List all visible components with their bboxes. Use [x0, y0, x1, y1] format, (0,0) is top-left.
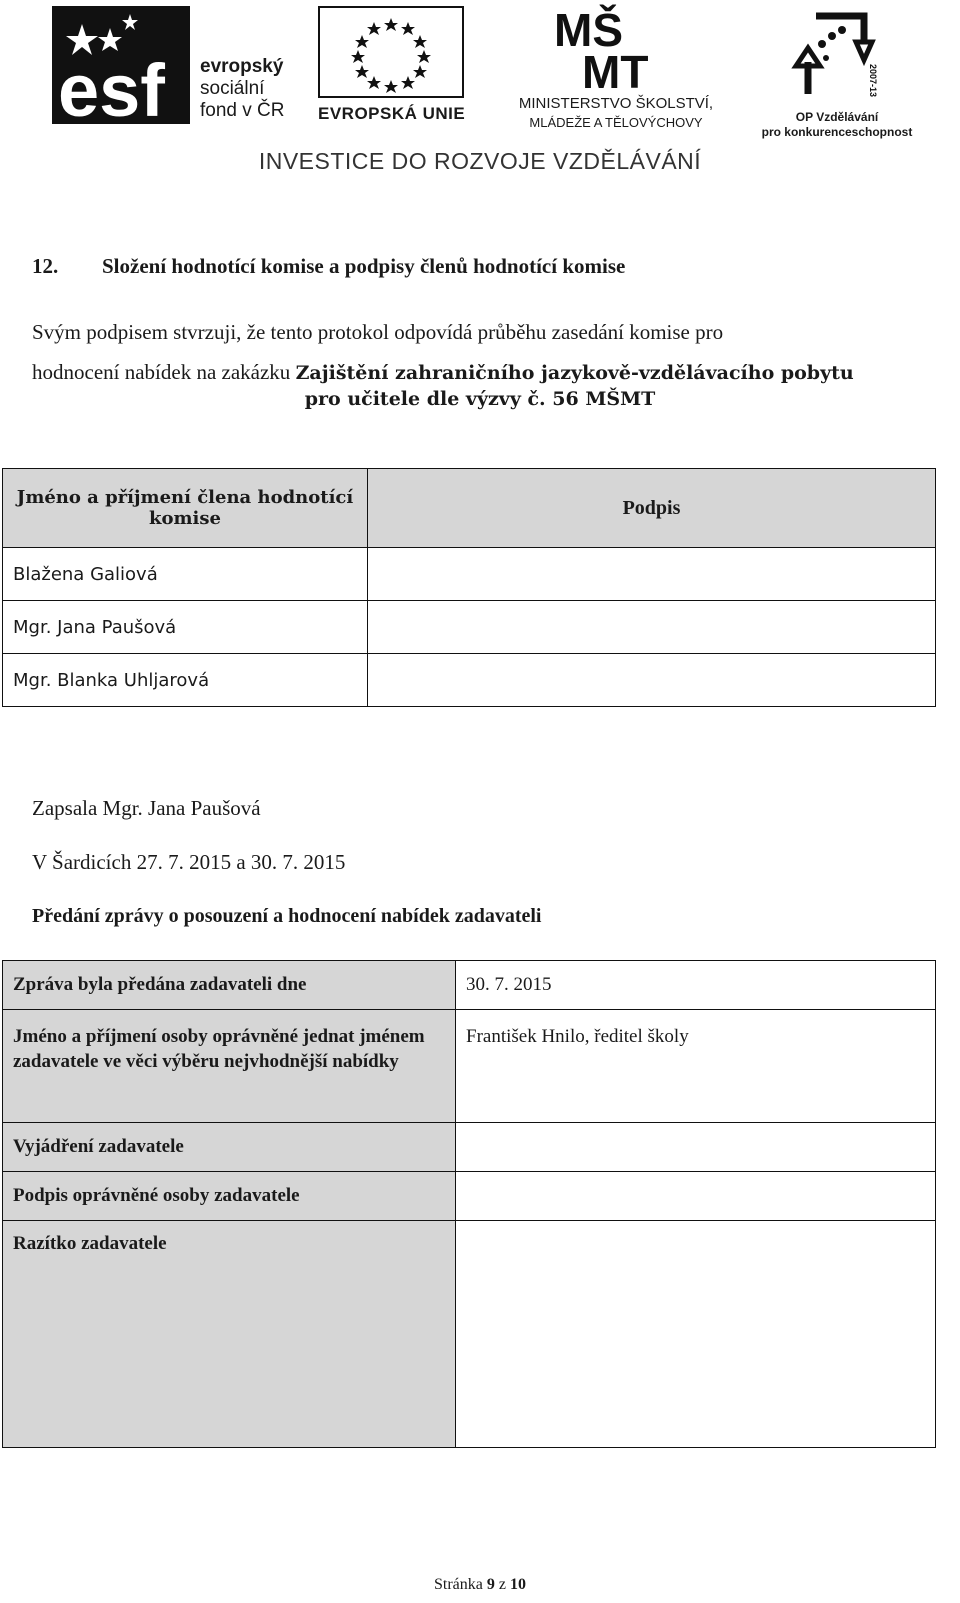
- table-row: [3, 601, 936, 654]
- op-years: 2007-13: [868, 64, 878, 98]
- msmt-logo: [552, 4, 672, 92]
- intro-line-2: [32, 360, 854, 385]
- handover-label: Jméno a příjmení osoby oprávněné jednat jménem zadavatele ve věci výběru nejvhodnější nabídky: [3, 1010, 456, 1123]
- footer-total: 10: [509, 1576, 526, 1593]
- member-signature: [368, 654, 936, 707]
- handover-value: František Hnilo, ředitel školy: [456, 1010, 936, 1123]
- svg-text:esf: esf: [58, 49, 165, 124]
- footer-sep: z: [494, 1576, 510, 1593]
- handover-value: 30. 7. 2015: [456, 961, 936, 1010]
- section-number: 12.: [32, 254, 59, 278]
- esf-caption: [200, 56, 284, 122]
- msmt-line-2: MLÁDEŽE A TĚLOVÝCHOVY: [529, 115, 703, 130]
- page-footer: [0, 1576, 960, 1594]
- intro-line-2-plain: hodnocení nabídek na zakázku: [32, 360, 296, 384]
- intro-line-1: Svým podpisem stvrzuji, že tento protokol odpovídá průběhu zasedání komise pro: [32, 320, 724, 344]
- section-title-text: Složení hodnotící komise a podpisy členů hodnotící komise: [102, 254, 626, 278]
- eu-caption: EVROPSKÁ UNIE: [318, 104, 466, 123]
- msmt-caption: [486, 94, 746, 132]
- table-row: [3, 654, 936, 707]
- member-name: Mgr. Blanka Uhljarová: [3, 654, 368, 707]
- table-row: [3, 1010, 936, 1123]
- op-caption: [752, 110, 922, 140]
- member-name: Mgr. Jana Paušová: [3, 601, 368, 654]
- handover-value: [456, 1123, 936, 1172]
- handover-value: [456, 1172, 936, 1221]
- intro-line-3: [0, 388, 960, 410]
- footer-page: 9: [486, 1576, 495, 1593]
- table-row: [3, 961, 936, 1010]
- header-member-name: Jméno a příjmení člena hodnotící komise: [3, 469, 368, 548]
- handover-table: [2, 960, 936, 1448]
- footer-prefix: Stránka: [434, 1576, 487, 1593]
- svg-text:MŠ: MŠ: [554, 4, 623, 56]
- contract-name: Zajištění zahraničního jazykově-vzdělávacího pobytu: [295, 362, 854, 384]
- contract-name-cont: pro učitele dle výzvy č. 56 MŠMT: [304, 388, 656, 410]
- svg-text:MT: MT: [582, 46, 649, 92]
- handover-label: Razítko zadavatele: [3, 1221, 456, 1448]
- esf-logo: [52, 6, 190, 124]
- member-name: Blažena Galiová: [3, 548, 368, 601]
- esf-line-2: sociální: [200, 78, 265, 99]
- commission-table: [2, 468, 936, 707]
- op-logo: [786, 4, 886, 102]
- place-date: V Šardicích 27. 7. 2015 a 30. 7. 2015: [32, 850, 346, 874]
- op-line-1: OP Vzdělávání: [795, 110, 879, 124]
- member-signature: [368, 548, 936, 601]
- eu-flag-logo: [318, 6, 464, 98]
- table-row: [3, 1221, 936, 1448]
- section-title: [32, 254, 625, 279]
- handover-label: Vyjádření zadavatele: [3, 1123, 456, 1172]
- msmt-line-1: MINISTERSTVO ŠKOLSTVÍ,: [518, 95, 714, 112]
- esf-line-1: evropský: [200, 56, 284, 77]
- handover-value: [456, 1221, 936, 1448]
- table-row: [3, 1123, 936, 1172]
- recorded-by: Zapsala Mgr. Jana Paušová: [32, 796, 261, 820]
- table-row: [3, 548, 936, 601]
- investice-banner: INVESTICE DO ROZVOJE VZDĚLÁVÁNÍ: [258, 148, 702, 174]
- esf-line-3: fond v ČR: [200, 100, 285, 121]
- header-signature: Podpis: [368, 469, 936, 548]
- op-line-2: pro konkurenceschopnost: [761, 125, 913, 139]
- handover-title: Předání zprávy o posouzení a hodnocení nabídek zadavateli: [32, 905, 542, 927]
- handover-label: Podpis oprávněné osoby zadavatele: [3, 1172, 456, 1221]
- handover-label: Zpráva byla předána zadavateli dne: [3, 961, 456, 1010]
- table-row: [3, 1172, 936, 1221]
- commission-header-row: [3, 469, 936, 548]
- member-signature: [368, 601, 936, 654]
